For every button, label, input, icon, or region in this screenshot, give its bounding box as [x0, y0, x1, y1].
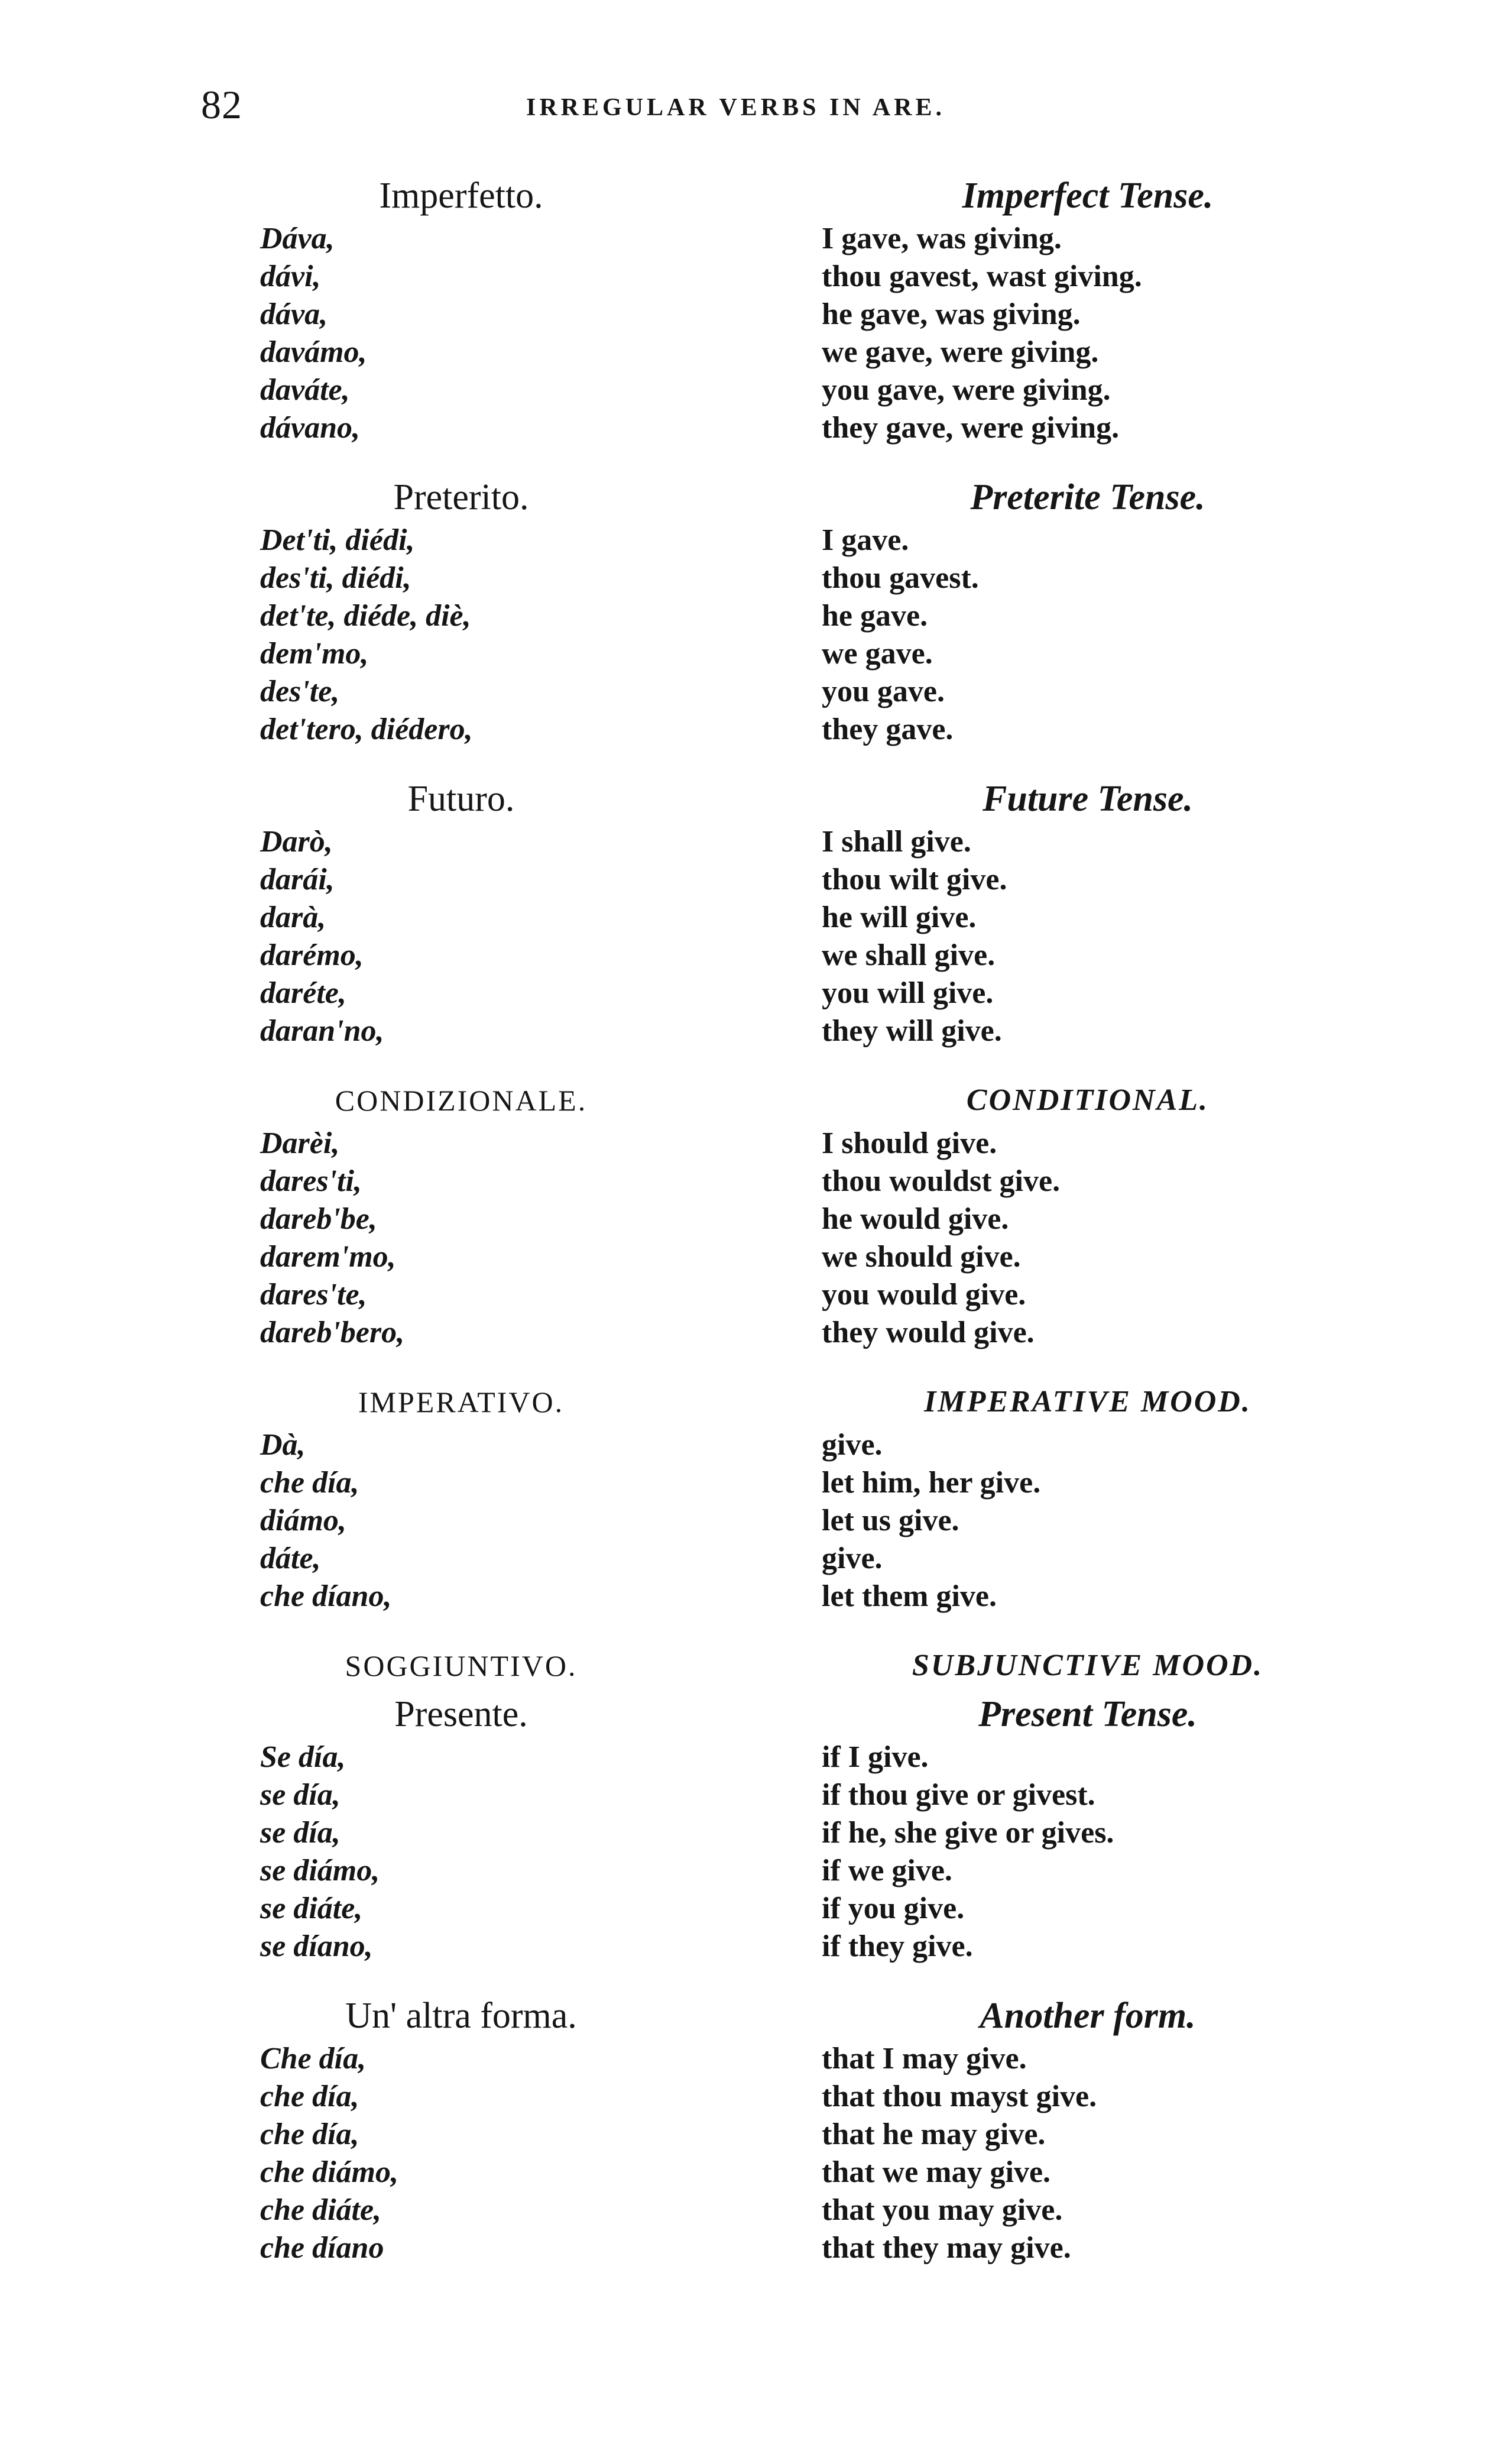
translation-line: let us give. [822, 1504, 959, 1537]
conjugation-line: Se día, [260, 1740, 346, 1774]
translation-line: I should give. [822, 1126, 997, 1160]
translation-line: he will give. [822, 901, 977, 934]
section-heading: IMPERATIVE MOOD. [924, 1385, 1251, 1419]
conjugation-line: dáva, [260, 297, 328, 331]
section-subheading: Presente. [394, 1694, 528, 1734]
section-future-tense [822, 775, 1330, 1050]
translation-line: I gave. [822, 523, 909, 557]
section-preterite-tense [822, 473, 1330, 749]
translation-line: give. [822, 1428, 883, 1462]
conjugation-line: che diámo, [260, 2155, 398, 2189]
translation-line: he gave, was giving. [822, 297, 1081, 331]
translation-line: thou wouldst give. [822, 1164, 1061, 1198]
conjugation-line: dares'te, [260, 1278, 367, 1312]
section-futuro [260, 775, 686, 1050]
translation-line: we should give. [822, 1240, 1021, 1274]
section-another-form [822, 1992, 1330, 2267]
section-subjunctive-mood [822, 1641, 1330, 1966]
conjugation-line: dareb'bero, [260, 1316, 405, 1349]
english-column [822, 171, 1330, 2293]
conjugation-line: che día, [260, 1466, 359, 1500]
conjugation-line: Dà, [260, 1428, 306, 1462]
translation-line: if he, she give or gives. [822, 1816, 1114, 1850]
conjugation-line: daran'no, [260, 1014, 384, 1048]
translation-line: thou gavest, wast giving. [822, 260, 1142, 293]
conjugation-line: Darò, [260, 825, 333, 859]
section-heading: CONDIZIONALE. [335, 1084, 588, 1117]
section-altra-forma [260, 1992, 686, 2267]
section-imperfetto [260, 171, 686, 447]
translation-line: they gave. [822, 713, 954, 746]
page-number: 82 [201, 82, 242, 127]
translation-line: that we may give. [822, 2155, 1051, 2189]
conjugation-line: che diáte, [260, 2193, 382, 2227]
translation-line: that they may give. [822, 2231, 1071, 2265]
translation-line: they will give. [822, 1014, 1002, 1048]
conjugation-line: dares'ti, [260, 1164, 362, 1198]
section-imperative-mood [822, 1378, 1330, 1615]
conjugation-line: dávano, [260, 411, 360, 445]
translation-line: I shall give. [822, 825, 971, 859]
translation-line: that you may give. [822, 2193, 1063, 2227]
conjugation-line: des'te, [260, 675, 340, 708]
section-heading: Imperfetto. [379, 176, 543, 216]
conjugation-line: Darèi, [260, 1126, 340, 1160]
section-heading: SUBJUNCTIVE MOOD. [912, 1649, 1264, 1682]
section-conditional [822, 1076, 1330, 1352]
conjugation-line: Det'ti, diédi, [260, 523, 415, 557]
translation-line: let him, her give. [822, 1466, 1041, 1500]
section-heading: Imperfect Tense. [962, 176, 1214, 216]
translation-line: if I give. [822, 1740, 929, 1774]
section-condizionale [260, 1076, 686, 1352]
translation-line: you would give. [822, 1278, 1026, 1312]
conjugation-line: se díano, [260, 1929, 373, 1963]
conjugation-line: che díano, [260, 1579, 392, 1613]
conjugation-line: Dáva, [260, 222, 335, 255]
conjugation-line: darem'mo, [260, 1240, 396, 1274]
conjugation-line: se día, [260, 1816, 341, 1850]
translation-line: they would give. [822, 1316, 1035, 1349]
conjugation-line: che día, [260, 2080, 359, 2113]
conjugation-line: dáte, [260, 1542, 321, 1575]
conjugation-line: daváte, [260, 373, 350, 407]
section-heading: Un' altra forma. [345, 1996, 577, 2036]
translation-line: he gave. [822, 599, 928, 633]
translation-line: if we give. [822, 1854, 952, 1887]
translation-line: he would give. [822, 1202, 1009, 1236]
conjugation-line: det'te, diéde, diè, [260, 599, 471, 633]
section-heading: SOGGIUNTIVO. [345, 1649, 578, 1682]
section-heading: Futuro. [407, 779, 515, 819]
section-heading: Preterito. [393, 477, 529, 517]
conjugation-line: diámo, [260, 1504, 346, 1537]
section-heading: IMPERATIVO. [358, 1385, 565, 1419]
translation-line: they gave, were giving. [822, 411, 1120, 445]
conjugation-line: se día, [260, 1778, 341, 1812]
conjugation-line: des'ti, diédi, [260, 561, 411, 595]
running-head: IRREGULAR VERBS IN ARE. [526, 94, 946, 121]
translation-line: we gave, were giving. [822, 335, 1099, 369]
conjugation-line: se diáte, [260, 1892, 363, 1925]
conjugation-line: che día, [260, 2117, 359, 2151]
translation-line: that I may give. [822, 2042, 1027, 2076]
translation-line: thou wilt give. [822, 863, 1007, 896]
translation-line: you will give. [822, 976, 994, 1010]
section-heading: Future Tense. [982, 779, 1193, 819]
section-imperfect-tense [822, 171, 1330, 447]
conjugation-line: Che día, [260, 2042, 367, 2076]
conjugation-line: darémo, [260, 938, 364, 972]
conjugation-line: daréte, [260, 976, 346, 1010]
translation-line: thou gavest. [822, 561, 979, 595]
conjugation-line: che díano [260, 2231, 384, 2265]
conjugation-line: darà, [260, 901, 326, 934]
section-imperativo [260, 1378, 686, 1615]
translation-line: you gave, were giving. [822, 373, 1111, 407]
translation-line: you gave. [822, 675, 945, 708]
section-preterito [260, 473, 686, 749]
translation-line: I gave, was giving. [822, 222, 1062, 255]
translation-line: that thou mayst give. [822, 2080, 1097, 2113]
section-heading: Another form. [980, 1996, 1196, 2036]
section-subheading: Present Tense. [978, 1694, 1197, 1734]
translation-line: give. [822, 1542, 883, 1575]
conjugation-line: se diámo, [260, 1854, 380, 1887]
translation-line: we shall give. [822, 938, 996, 972]
translation-line: if thou give or givest. [822, 1778, 1095, 1812]
italian-column [260, 171, 686, 2293]
conjugation-line: dávi, [260, 260, 321, 293]
translation-line: if they give. [822, 1929, 973, 1963]
section-soggiuntivo [260, 1641, 686, 1966]
section-heading: Preterite Tense. [970, 477, 1205, 517]
conjugation-line: dareb'be, [260, 1202, 377, 1236]
translation-line: if you give. [822, 1892, 965, 1925]
translation-line: that he may give. [822, 2117, 1046, 2151]
section-heading: CONDITIONAL. [966, 1083, 1210, 1117]
conjugation-line: darái, [260, 863, 335, 896]
translation-line: we gave. [822, 637, 933, 671]
conjugation-line: davámo, [260, 335, 367, 369]
conjugation-line: dem'mo, [260, 637, 369, 671]
translation-line: let them give. [822, 1579, 997, 1613]
conjugation-line: det'tero, diédero, [260, 713, 473, 746]
